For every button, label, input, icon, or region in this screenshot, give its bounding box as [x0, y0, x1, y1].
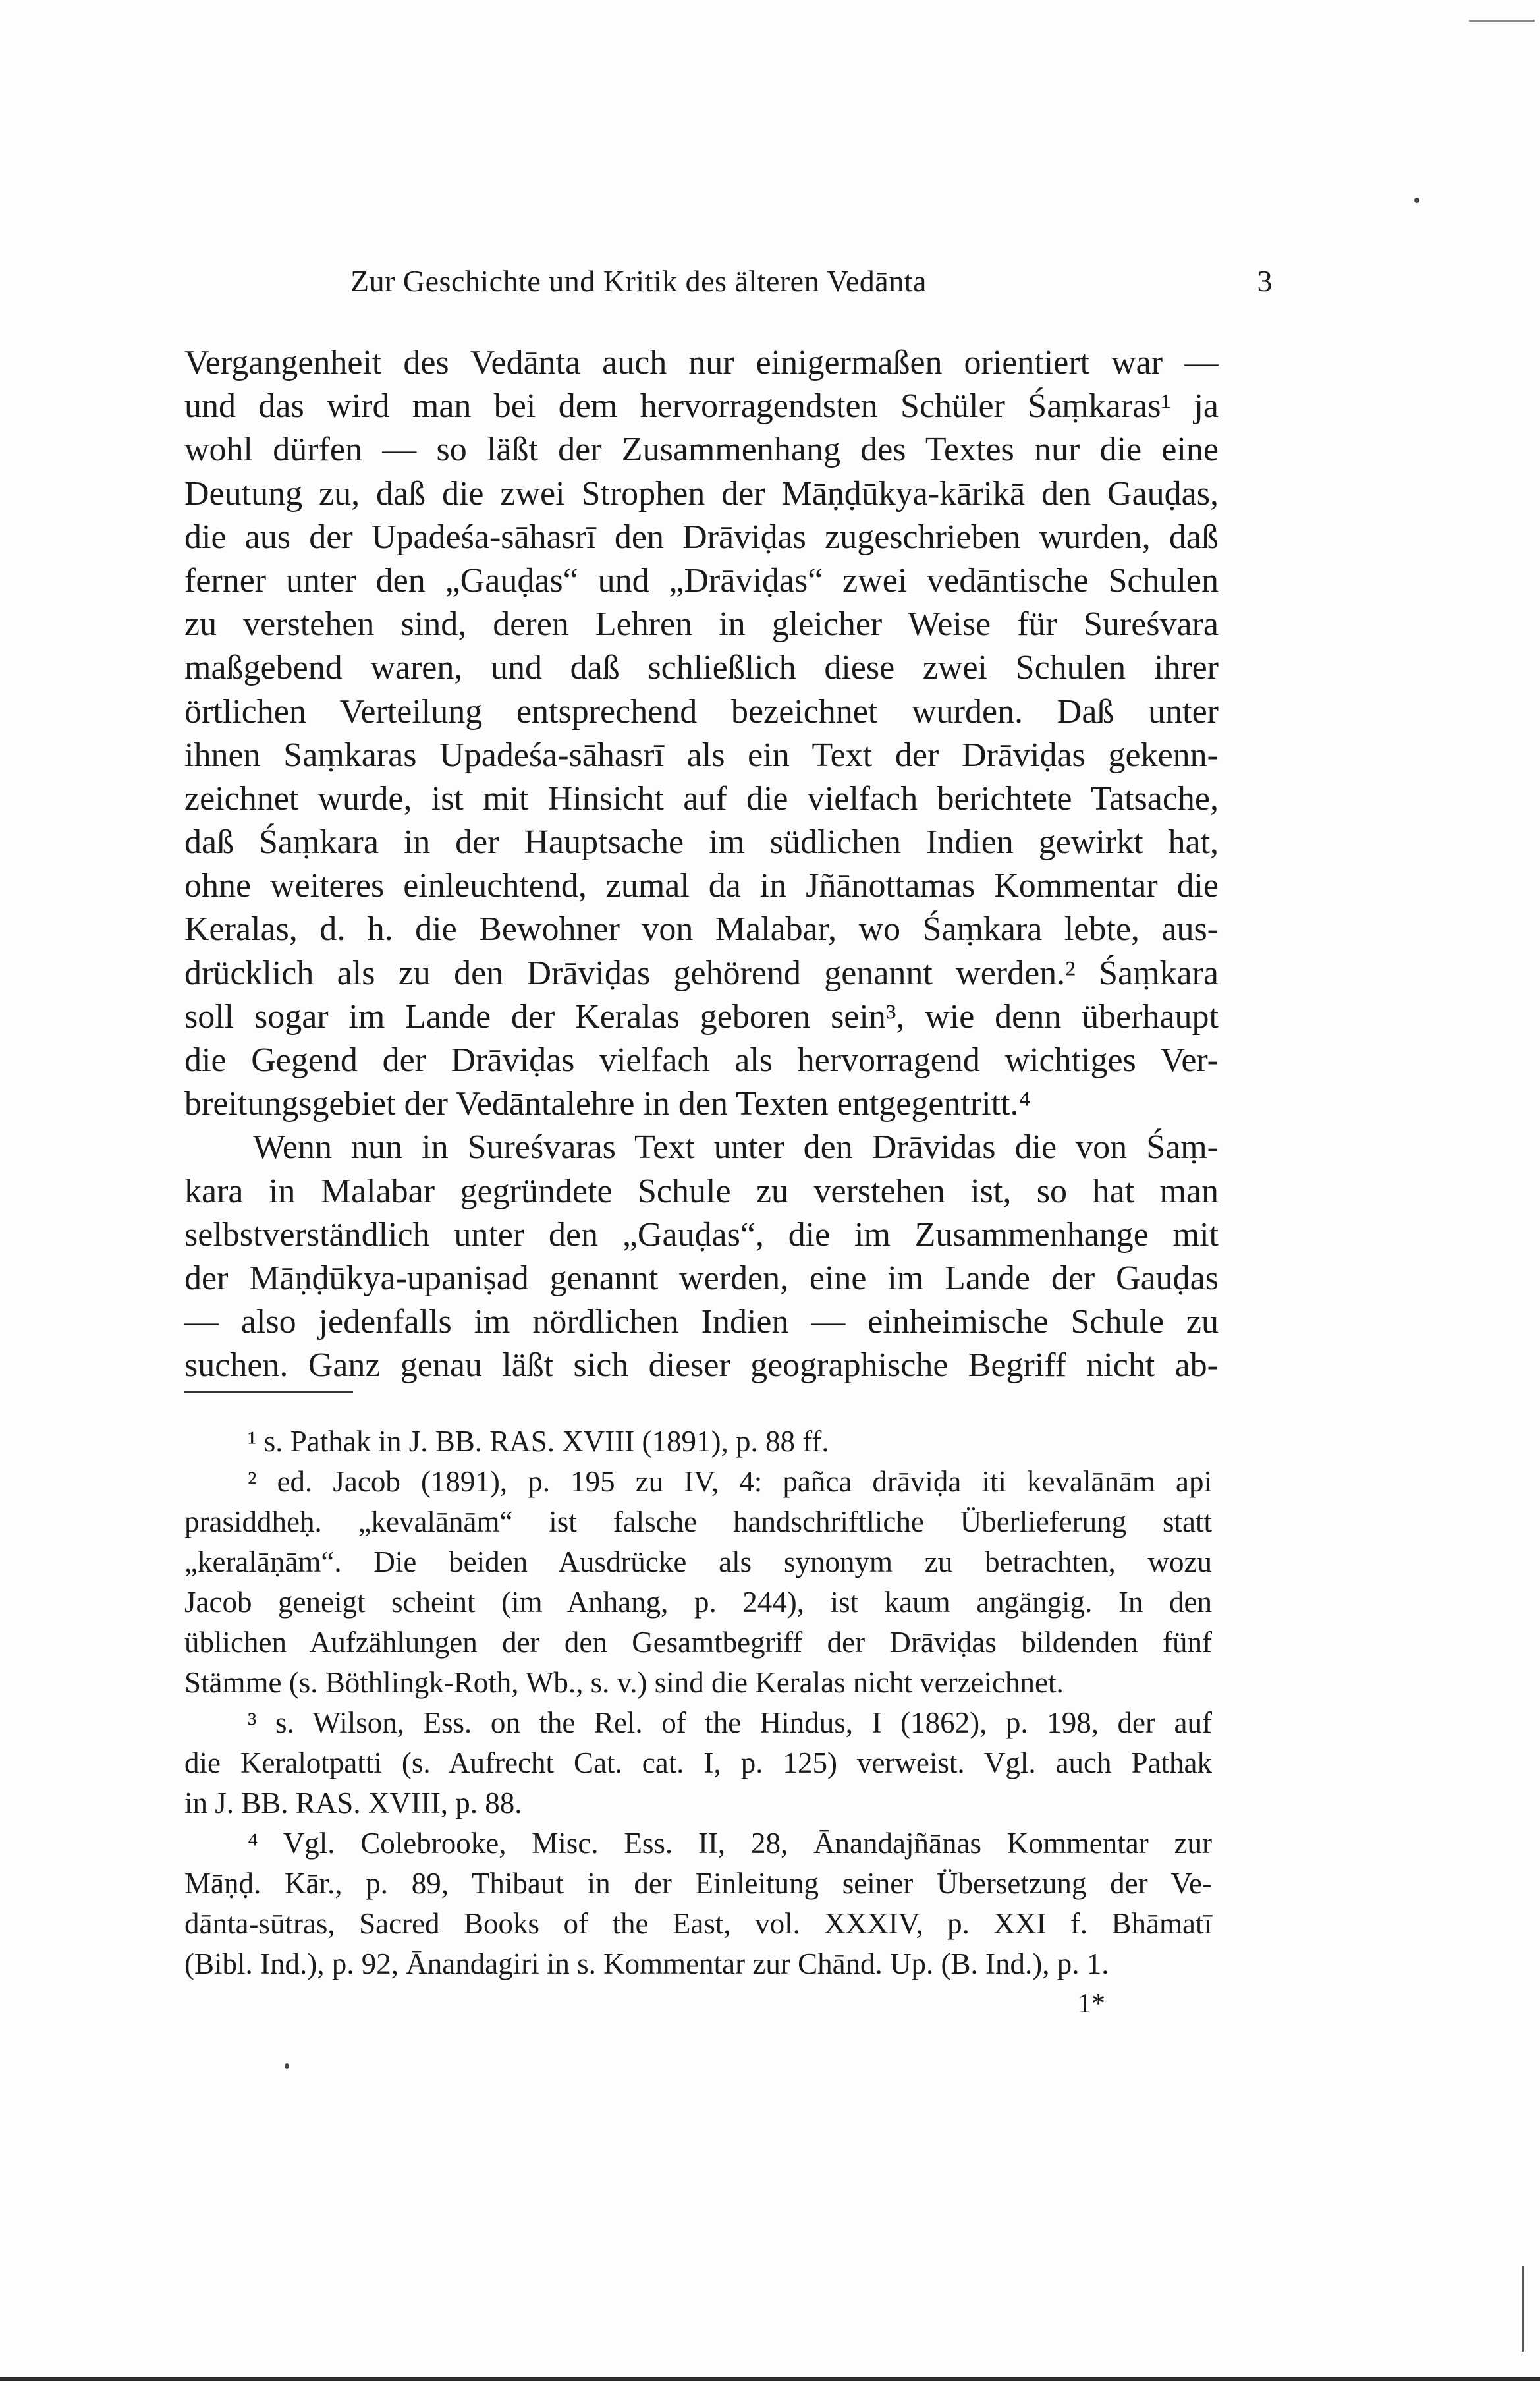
- footnote-line: Jacob geneigt scheint (im Anhang, p. 244), ist kaum angängig. In den: [184, 1586, 1212, 1619]
- footnote-line: ⁴ Vgl. Colebrooke, Misc. Ess. II, 28, Ānandajñānas Kommentar zur: [248, 1827, 1212, 1860]
- body-line: selbstverständlich unter den „Gauḍas“, die im Zusammenhange mit: [184, 1215, 1219, 1254]
- footnote-line: in J. BB. RAS. XVIII, p. 88.: [184, 1787, 522, 1819]
- footnote-line: üblichen Aufzählungen der den Gesamtbegriff der Drāviḍas bildenden fünf: [184, 1626, 1212, 1659]
- body-line: soll sogar im Lande der Keralas geboren sein³, wie denn überhaupt: [184, 997, 1219, 1036]
- body-line: Wenn nun in Sureśvaras Text unter den Drāvidas die von Śaṃ-: [253, 1128, 1219, 1167]
- body-line: drücklich als zu den Drāviḍas gehörend genannt werden.² Śaṃkara: [184, 954, 1219, 992]
- body-line: — also jedenfalls im nördlichen Indien — einheimische Schule zu: [184, 1303, 1219, 1341]
- body-line: maßgebend waren, und daß schließlich diese zwei Schulen ihrer: [184, 649, 1219, 687]
- scan-bottom-edge: [0, 2377, 1540, 2381]
- body-line: örtlichen Verteilung entsprechend bezeichnet wurden. Daß unter: [184, 692, 1219, 731]
- body-line: Vergangenheit des Vedānta auch nur einigermaßen orientiert war —: [184, 344, 1219, 381]
- body-line: daß Śaṃkara in der Hauptsache im südlichen Indien gewirkt hat,: [184, 823, 1219, 862]
- footnote-line: Stämme (s. Böthlingk-Roth, Wb., s. v.) sind die Keralas nicht verzeichnet.: [184, 1666, 1064, 1699]
- body-line: kara in Malabar gegründete Schule zu verstehen ist, so hat man: [184, 1172, 1219, 1210]
- footnote-line: prasiddheḥ. „kevalānām“ ist falsche handschriftliche Überlieferung statt: [184, 1505, 1212, 1538]
- footnote-line: die Keralotpatti (s. Aufrecht Cat. cat. I, p. 125) verweist. Vgl. auch Pathak: [184, 1746, 1212, 1779]
- body-line: die aus der Upadeśa-sāhasrī den Drāviḍas zugeschrieben wurden, daß: [184, 518, 1219, 556]
- body-line: der Māṇḍūkya-upaniṣad genannt werden, eine im Lande der Gauḍas: [184, 1259, 1219, 1297]
- body-line: zu verstehen sind, deren Lehren in gleicher Weise für Sureśvara: [184, 605, 1219, 644]
- body-line: ohne weiteres einleuchtend, zumal da in Jñānottamas Kommentar die: [184, 867, 1219, 905]
- body-line: breitungsgebiet der Vedāntalehre in den Texten entgegentritt.⁴: [184, 1085, 1031, 1123]
- running-header: [350, 258, 1273, 304]
- footnote-line: dānta-sūtras, Sacred Books of the East, vol. XXXIV, p. XXI f. Bhāmatī: [184, 1907, 1212, 1940]
- footnote-line: ³ s. Wilson, Ess. on the Rel. of the Hindus, I (1862), p. 198, der auf: [248, 1706, 1212, 1739]
- signature-mark: 1*: [1078, 1989, 1105, 2019]
- body-line: wohl dürfen — so läßt der Zusammenhang des Textes nur die eine: [184, 431, 1219, 469]
- main-text: [184, 341, 1219, 1388]
- body-line: und das wird man bei dem hervorragendsten Schüler Śaṃkaras¹ ja: [184, 387, 1219, 426]
- body-line: suchen. Ganz genau läßt sich dieser geographische Begriff nicht ab-: [184, 1346, 1219, 1385]
- body-line: Deutung zu, daß die zwei Strophen der Māṇḍūkya-kārikā den Gauḍas,: [184, 474, 1219, 513]
- running-header-title: Zur Geschichte und Kritik des älteren Vedānta: [350, 264, 927, 298]
- scan-speck-bottom: [285, 2063, 289, 2069]
- body-line: die Gegend der Drāviḍas vielfach als hervorragend wichtiges Ver-: [184, 1041, 1219, 1079]
- scan-speck-top: [1414, 198, 1419, 203]
- body-line: ihnen Saṃkaras Upadeśa-sāhasrī als ein Text der Drāviḍas gekenn-: [184, 736, 1219, 774]
- footnote-line: „keralāṇām“. Die beiden Ausdrücke als synonym zu betrachten, wozu: [184, 1545, 1212, 1578]
- footnotes: [184, 1422, 1212, 1984]
- footnote-line: ² ed. Jacob (1891), p. 195 zu IV, 4: pañca drāviḍa iti kevalānām api: [248, 1465, 1212, 1498]
- page-number: 3: [1257, 264, 1273, 298]
- scan-corner-mark: [1469, 20, 1535, 22]
- footnote-line: (Bibl. Ind.), p. 92, Ānandagiri in s. Kommentar zur Chānd. Up. (B. Ind.), p. 1.: [184, 1947, 1109, 1980]
- body-line: Keralas, d. h. die Bewohner von Malabar, wo Śaṃkara lebte, aus-: [184, 910, 1219, 949]
- footnote-line: ¹ s. Pathak in J. BB. RAS. XVIII (1891), p. 88 ff.: [248, 1425, 829, 1458]
- footnote-line: Māṇḍ. Kār., p. 89, Thibaut in der Einleitung seiner Übersetzung der Ve-: [184, 1867, 1212, 1900]
- body-line: zeichnet wurde, ist mit Hinsicht auf die vielfach berichtete Tatsache,: [184, 779, 1219, 818]
- scan-edge-mark: [1522, 2266, 1524, 2352]
- footnote-divider: [184, 1391, 353, 1393]
- body-line: ferner unter den „Gauḍas“ und „Drāviḍas“ zwei vedāntische Schulen: [184, 561, 1219, 599]
